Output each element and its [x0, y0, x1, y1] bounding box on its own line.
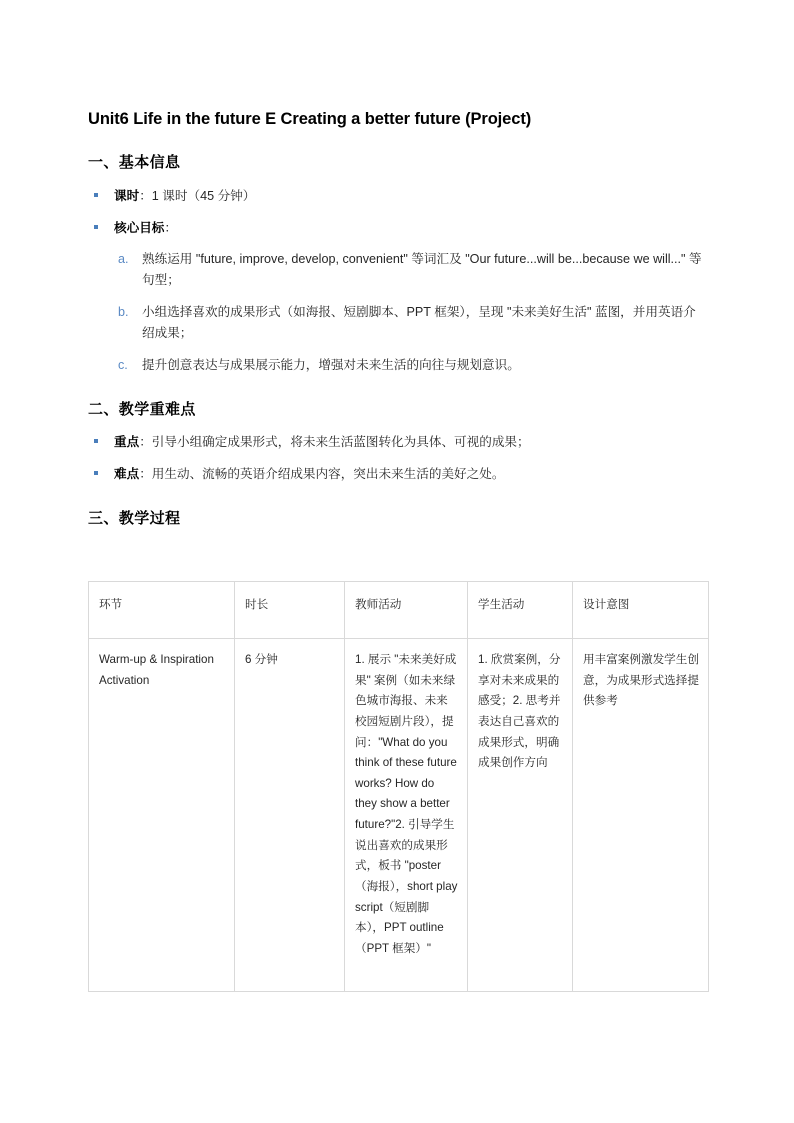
bullet-icon	[94, 471, 98, 475]
column-header-design-intent: 设计意图	[573, 582, 709, 639]
column-header-student-activity: 学生活动	[468, 582, 573, 639]
bullet-icon	[94, 193, 98, 197]
basic-info-list	[88, 186, 708, 376]
bullet-icon	[94, 439, 98, 443]
bullet-icon	[94, 225, 98, 229]
cell-stage: Warm-up & Inspiration Activation	[89, 639, 235, 992]
section-heading-basic-info: 一、基本信息	[88, 154, 181, 172]
section-key-difficulties	[88, 400, 708, 485]
sub-list-item	[114, 302, 708, 344]
list-item-label: 重点	[114, 435, 140, 449]
sub-list-item	[114, 355, 708, 376]
sub-list-marker: b.	[118, 305, 129, 320]
section-teaching-process	[88, 509, 708, 992]
list-item	[88, 432, 708, 452]
section-heading-teaching-process: 三、教学过程	[88, 509, 181, 527]
sub-list-text: 提升创意表达与成果展示能力，增强对未来生活的向往与规划意识。	[142, 357, 520, 372]
sub-list-text: 熟练运用 "future, improve, develop, convenient" 等词汇及 "Our future...will be...because we will..." 等句型；	[142, 252, 702, 288]
teaching-process-table	[88, 581, 709, 992]
list-item-text: ：	[164, 220, 177, 235]
list-item-label: 难点	[114, 467, 140, 482]
list-item	[88, 464, 708, 484]
column-header-teacher-activity: 教师活动	[345, 582, 468, 639]
page-title: Unit6 Life in the future E Creating a better future (Project)	[88, 110, 532, 128]
cell-student-activity: 1. 欣赏案例，分享对未来成果的感受；2. 思考并表达自己喜欢的成果形式，明确成果创作方向	[468, 639, 573, 992]
list-item-text: ：用生动、流畅的英语介绍成果内容，突出未来生活的美好之处。	[139, 467, 505, 482]
core-goals-wrapper	[114, 249, 708, 375]
sub-list-marker: a.	[118, 252, 129, 267]
list-item-label: 课时	[114, 188, 140, 203]
sub-list-text: 小组选择喜欢的成果形式（如海报、短剧脚本、PPT 框架），呈现 "未来美好生活" 蓝图，并用英语介绍成果；	[142, 305, 696, 340]
sub-list-item	[114, 249, 708, 291]
key-difficulties-list	[88, 432, 708, 485]
cell-design-intent: 用丰富案例激发学生创意，为成果形式选择提供参考	[573, 639, 709, 992]
column-header-stage: 环节	[89, 582, 235, 639]
section-basic-info	[88, 153, 708, 375]
list-item-label: 核心目标	[114, 220, 165, 235]
sub-list-marker: c.	[118, 357, 128, 372]
cell-teacher-activity: 1. 展示 "未来美好成果" 案例（如未来绿色城市海报、未来校园短剧片段），提问："What do you think of these future works? How do they show a better future?"2. 引导学生说出喜欢的成果形式，板书 "poster（海报），short play script（短剧脚本），PPT outline（PPT 框架）"	[345, 639, 468, 992]
list-item-text: ：1 课时（45 分钟）	[139, 188, 256, 203]
list-item	[88, 186, 708, 206]
table-header-row	[89, 582, 709, 639]
core-goals-list	[114, 249, 708, 375]
list-item-text: ：引导小组确定成果形式，将未来生活蓝图转化为具体、可视的成果；	[139, 435, 530, 449]
list-item	[88, 218, 708, 376]
section-heading-key-difficulties: 二、教学重难点	[88, 400, 196, 418]
column-header-duration: 时长	[235, 582, 345, 639]
table-row	[89, 639, 709, 992]
cell-duration: 6 分钟	[235, 639, 345, 992]
document-content	[88, 108, 708, 992]
